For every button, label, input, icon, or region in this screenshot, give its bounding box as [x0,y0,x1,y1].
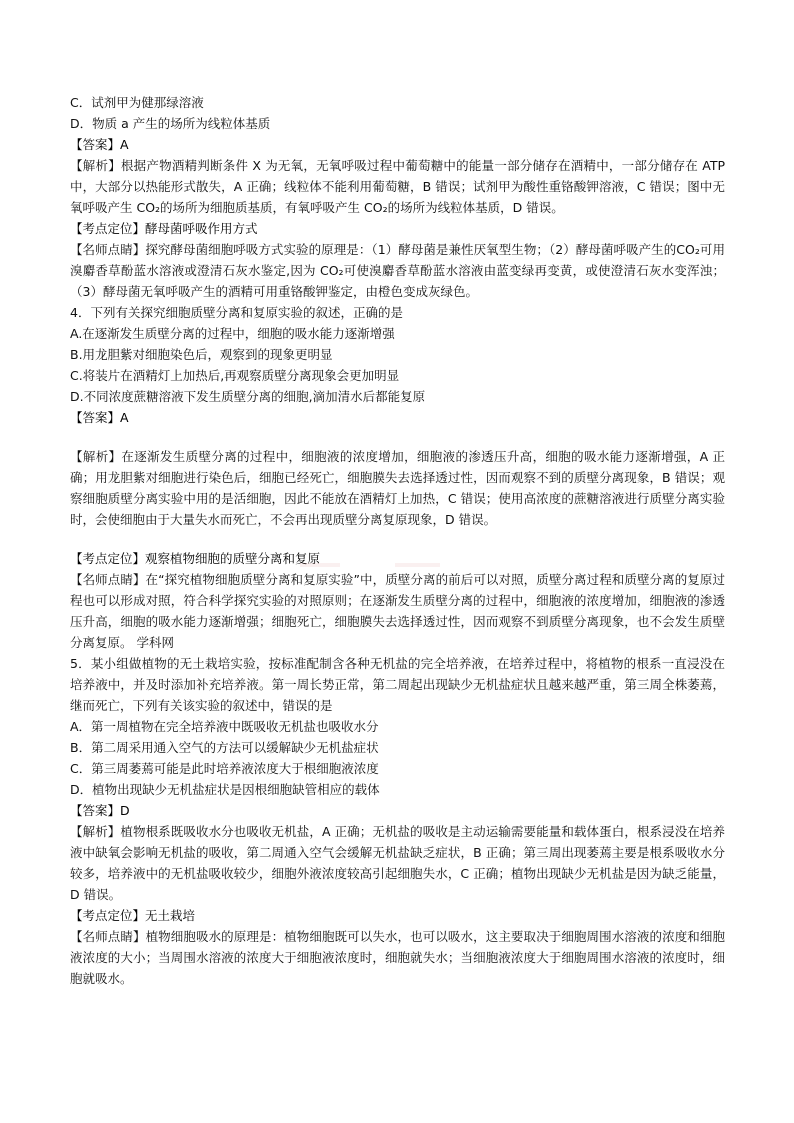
q4-option-c: C.将装片在酒精灯上加热后,再观察质壁分离现象会更加明显 [70,368,400,383]
q3-option-d: D．物质 a 产生的场所为线粒体基质 [70,116,271,131]
q5-teacher-comment: 【名师点睛】植物细胞吸水的原理是：植物细胞既可以失水，也可以吸水，这主要取决于细胞周围水溶液的浓度和细胞液浓度的大小；当周围水溶液的浓度大于细胞液浓度时，细胞就失水；当细胞液浓度大于细胞周围水溶液的浓度时，细胞就吸水。 [70,929,725,986]
q3-teacher-comment: 【名师点睛】探究酵母菌细胞呼吸方式实验的原理是：（1）酵母菌是兼性厌氧型生物；（2）酵母菌呼吸产生的CO₂可用溴麝香草酚蓝水溶液或澄清石灰水鉴定,因为 CO₂可使溴麝香草酚蓝水溶液由蓝变绿再变黄，或使澄清石灰水变浑浊；（3）酵母菌无氧呼吸产生的酒精可用重铬酸钾鉴定，由橙色变成灰绿色。 [70,242,725,299]
spacer [70,530,725,548]
q4-answer: 【答案】A [70,410,129,425]
q4-option-d: D.不同浓度蔗糖溶液下发生质壁分离的细胞,滴加清水后都能复原 [70,389,426,404]
q5-stem: 5．某小组做植物的无土栽培实验，按标准配制含各种无机盐的完全培养液，在培养过程中，将植物的根系一直浸没在培养液中，并及时添加补充培养液。第一周长势正常，第二周起出现缺少无机盐症状且越来越严重，第三周全株萎蔫，继而死亡，下列有关该实验的叙述中，错误的是 [70,656,725,713]
q5-analysis: 【解析】植物根系既吸收水分也吸收无机盐，A 正确；无机盐的吸收是主动运输需要能量和载体蛋白，根系浸没在培养液中缺氧会影响无机盐的吸收，第二周通入空气会缓解无机盐缺乏症状，B 正确；第三周出现萎蔫主要是根系吸收水分较多，培养液中的无机盐吸收较少，细胞外液浓度较高引起细胞失水，C 正确；植物出现缺少无机盐是因为缺乏能量，D 错误。 [70,824,725,902]
q5-answer: 【答案】D [70,803,130,818]
watermark-mark-left [300,563,340,567]
spacer [70,428,725,446]
q4-option-b: B.用龙胆紫对细胞染色后，观察到的现象更明显 [70,347,333,362]
q4-analysis: 【解析】在逐渐发生质壁分离的过程中，细胞液的浓度增加，细胞液的渗透压升高，细胞的吸水能力逐渐增强，A 正确；用龙胆紫对细胞进行染色后，细胞已经死亡，细胞膜失去选择透过性，因而观察不到的质壁分离现象，B 错误；观察细胞质壁分离实验中用的是活细胞，因此不能放在酒精灯上加热，C 错误；使用高浓度的蔗糖溶液进行质壁分离实验时，会使细胞由于大量失水而死亡，不会再出现质壁分离复原现象，D 错误。 [70,449,725,527]
q4-option-a: A.在逐渐发生质壁分离的过程中，细胞的吸水能力逐渐增强 [70,326,395,341]
q4-stem: 4．下列有关探究细胞质壁分离和复原实验的叙述，正确的是 [70,305,403,320]
q4-teacher-comment: 【名师点睛】在“探究植物细胞质壁分离和复原实验”中，质壁分离的前后可以对照，质壁分离过程和质壁分离的复原过程也可以形成对照，符合科学探究实验的对照原则；在逐渐发生质壁分离的过程中，细胞液的浓度增加，细胞液的渗透压升高，细胞的吸水能力逐渐增强；细胞死亡，细胞膜失去选择透过性，因而观察不到质壁分离现象，也不会发生质壁分离复原。 学科网 [70,572,725,650]
q5-option-a: A．第一周植物在完全培养液中既吸收无机盐也吸收水分 [70,719,379,734]
q3-option-c: C．试剂甲为健那绿溶液 [70,95,204,110]
faint-watermark [300,560,440,570]
q3-exam-point: 【考点定位】酵母菌呼吸作用方式 [70,221,258,236]
q3-analysis: 【解析】根据产物酒精判断条件 X 为无氧，无氧呼吸过程中葡萄糖中的能量一部分储存在酒精中，一部分储存在 ATP 中，大部分以热能形式散失，A 正确；线粒体不能利用葡萄糖，B 错误；试剂甲为酸性重铬酸钾溶液，C 错误；图中无氧呼吸产生 CO₂的场所为细胞质基质，有氧呼吸产生 CO₂的场所为线粒体基质，D 错误。 [70,158,725,215]
q5-option-d: D．植物出现缺少无机盐症状是因根细胞缺管相应的载体 [70,782,380,797]
q3-answer: 【答案】A [70,137,129,152]
q4-exam-point: 【考点定位】观察植物细胞的质壁分离和复原 [70,551,321,566]
q5-exam-point: 【考点定位】无土栽培 [70,908,196,923]
q5-option-b: B．第二周采用通入空气的方法可以缓解缺少无机盐症状 [70,740,379,755]
document-page [70,92,725,989]
watermark-mark-right [395,563,440,567]
q5-option-c: C．第三周萎蔫可能是此时培养液浓度大于根细胞液浓度 [70,761,379,776]
